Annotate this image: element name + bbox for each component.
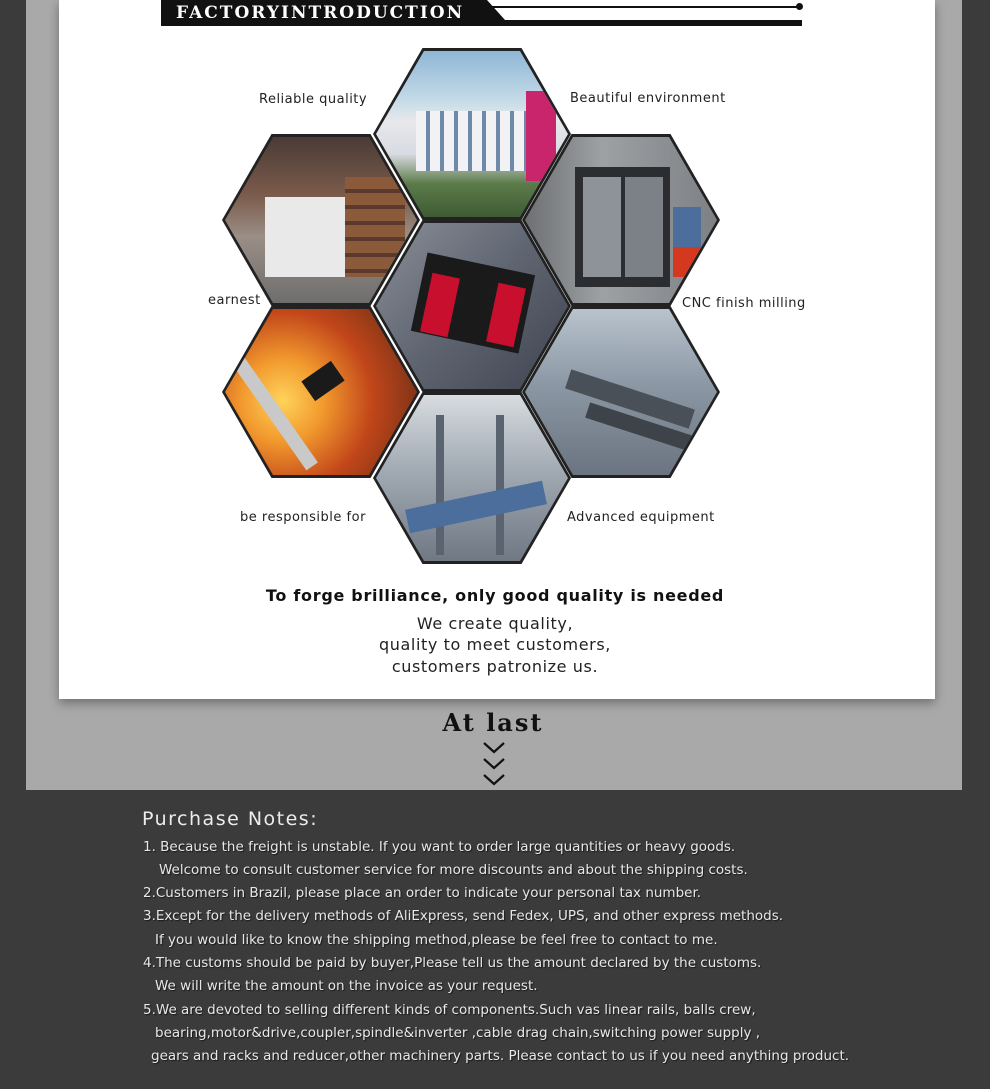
banner-rule bbox=[491, 6, 799, 8]
tagline: To forge brilliance, only good quality is needed bbox=[265, 586, 725, 605]
banner-dot bbox=[796, 3, 803, 10]
note-line: 4.The customs should be paid by buyer,Please tell us the amount declared by the customs. bbox=[143, 955, 762, 971]
purchase-notes-title: Purchase Notes: bbox=[142, 808, 319, 830]
note-line: Welcome to consult customer service for more discounts and about the shipping costs. bbox=[159, 862, 748, 878]
at-last-heading: At last bbox=[442, 708, 544, 737]
label-be-responsible-for: be responsible for bbox=[240, 510, 366, 525]
note-line: 3.Except for the delivery methods of AliExpress, send Fedex, UPS, and other express methods. bbox=[143, 908, 784, 924]
note-line: We will write the amount on the invoice as your request. bbox=[155, 978, 538, 994]
slogan-line: customers patronize us. bbox=[391, 657, 599, 676]
label-earnest: earnest bbox=[208, 293, 261, 308]
slogan-line: quality to meet customers, bbox=[379, 635, 611, 654]
label-advanced-equipment: Advanced equipment bbox=[567, 510, 715, 525]
note-line: 5.We are devoted to selling different kinds of components.Such vas linear rails, balls crew, bbox=[143, 1002, 756, 1018]
note-line: 1. Because the freight is unstable. If you want to order large quantities or heavy goods. bbox=[143, 839, 736, 855]
label-cnc-finish-milling: CNC finish milling bbox=[682, 296, 806, 311]
note-line: If you would like to know the shipping method,please be feel free to contact to me. bbox=[155, 932, 718, 948]
chevron-down-icon bbox=[483, 758, 505, 770]
chevron-down-icon bbox=[483, 742, 505, 754]
slogan-line: We create quality, bbox=[416, 614, 574, 633]
label-beautiful-environment: Beautiful environment bbox=[570, 91, 726, 106]
banner-title: FACTORYINTRODUCTION bbox=[176, 3, 465, 23]
note-line: 2.Customers in Brazil, please place an order to indicate your personal tax number. bbox=[143, 885, 702, 901]
chevron-down-icon bbox=[483, 774, 505, 786]
note-line: gears and racks and reducer,other machinery parts. Please contact to us if you need anything product. bbox=[151, 1048, 850, 1064]
note-line: bearing,motor&drive,coupler,spindle&inverter ,cable drag chain,switching power supply , bbox=[155, 1025, 761, 1041]
label-reliable-quality: Reliable quality bbox=[259, 92, 368, 107]
section-banner bbox=[161, 0, 802, 26]
